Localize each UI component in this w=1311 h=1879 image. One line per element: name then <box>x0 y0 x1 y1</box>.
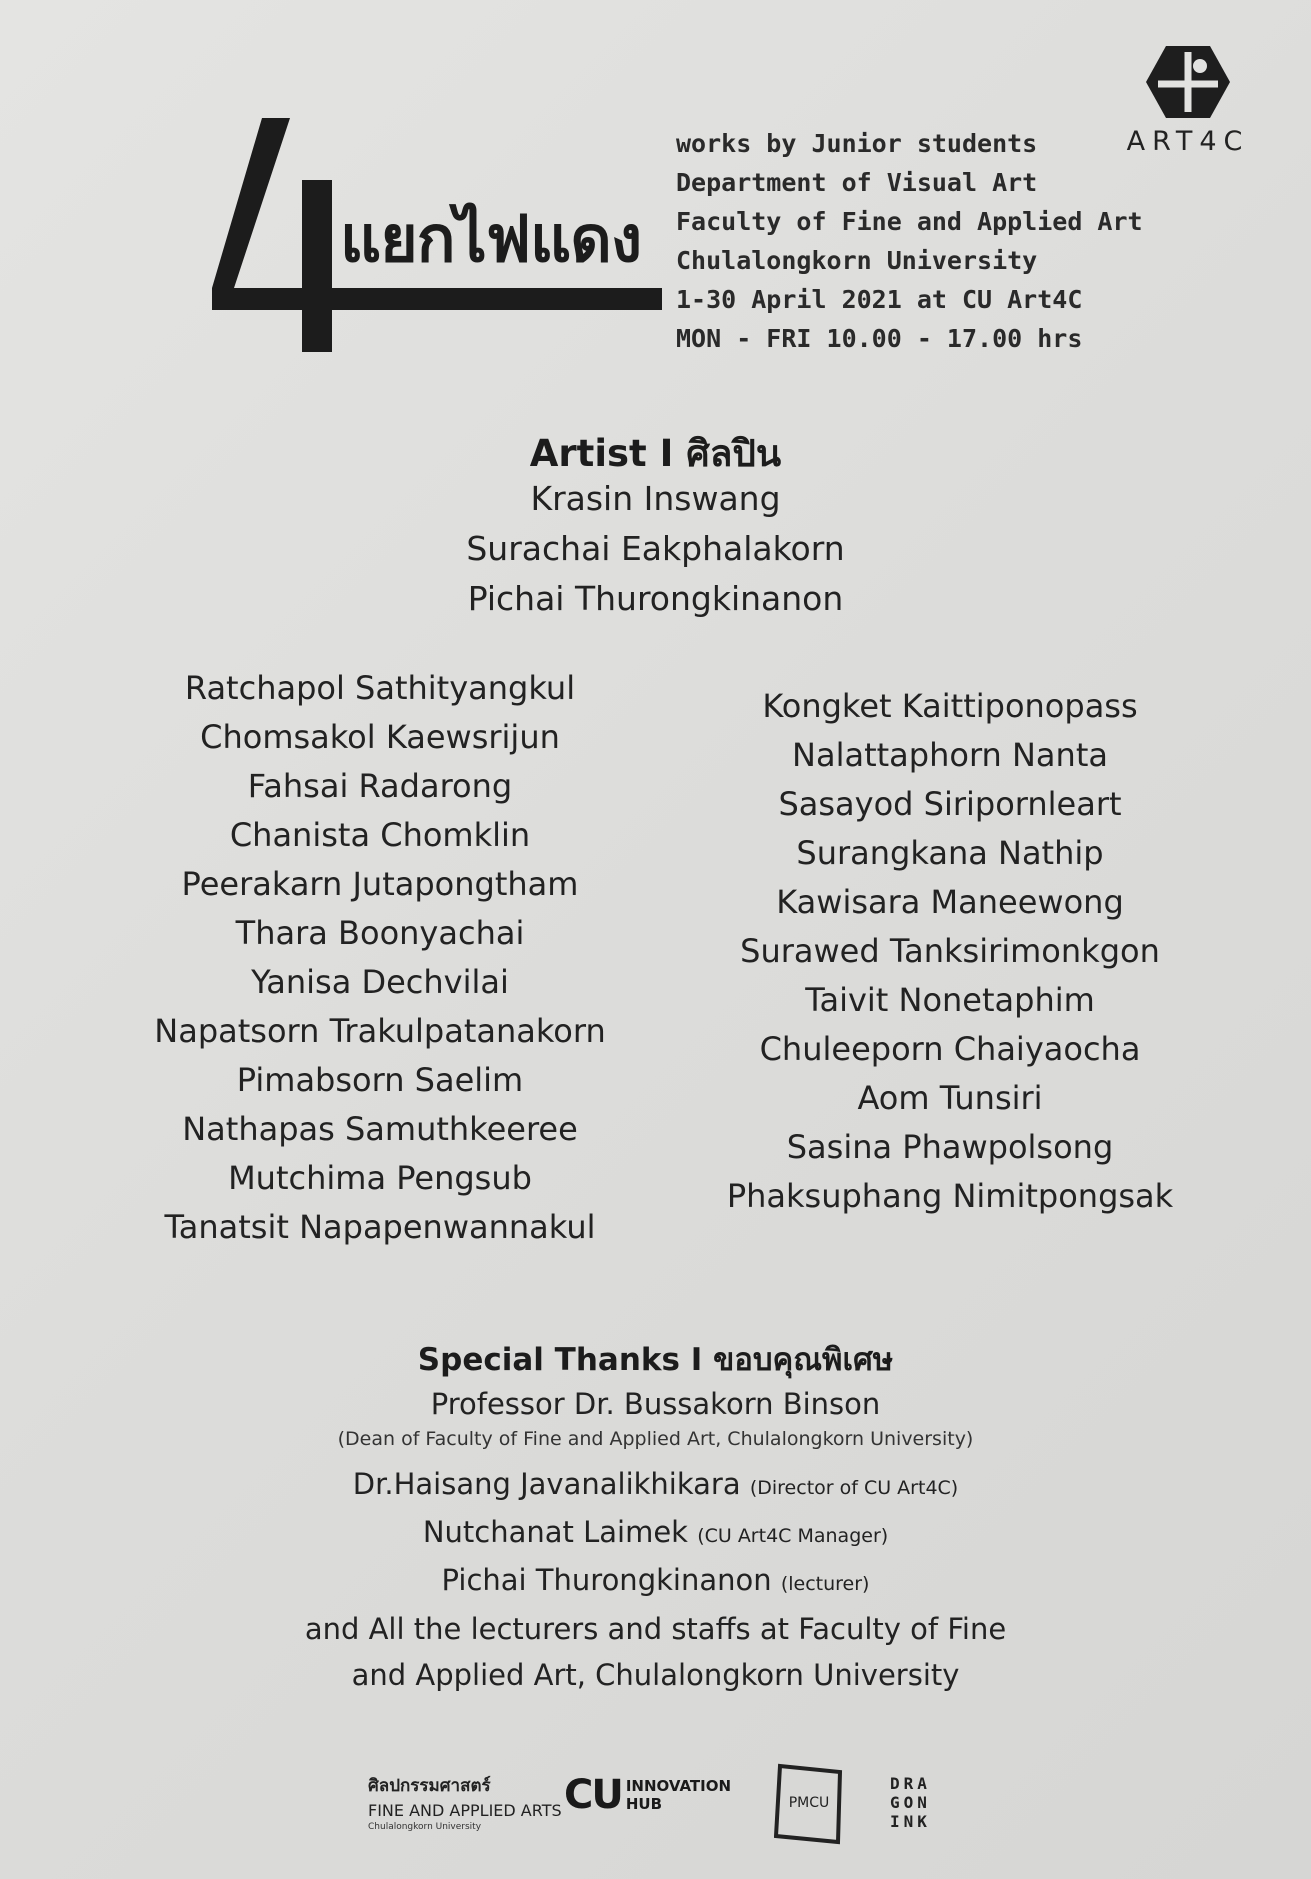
thanks-person-role: (Director of CU Art4C) <box>749 1477 959 1499</box>
thanks-closing: and All the lecturers and staffs at Faculty of Fine <box>304 1612 1007 1646</box>
title-thai: แยกไฟแดง <box>340 203 642 277</box>
info-line: 1-30 April 2021 at CU Art4C <box>676 285 1083 314</box>
artist-heading: Artist I ศิลปิน <box>529 432 782 475</box>
artist-name: Pimabsorn Saelim <box>236 1061 524 1099</box>
artist-name: Mutchima Pengsub <box>228 1159 532 1197</box>
fine-applied-arts-logo <box>368 1772 562 1832</box>
cu-hub-line: HUB <box>625 1795 663 1813</box>
faa-uni-text: Chulalongkorn University <box>368 1822 482 1832</box>
artist-name: Kongket Kaittiponopass <box>762 687 1138 725</box>
thanks-person-name: Pichai Thurongkinanon <box>441 1563 772 1597</box>
cu-innovation-hub-logo <box>564 1772 731 1818</box>
sponsor-logos <box>0 1762 1311 1862</box>
dragon-ink-logo <box>890 1774 931 1831</box>
lead-artists <box>0 474 1311 624</box>
lead-artist-name: Surachai Eakphalakorn <box>466 529 845 568</box>
artist-name: Surawed Tanksirimonkgon <box>740 932 1160 970</box>
lead-artist-name: Krasin Inswang <box>530 479 781 518</box>
thanks-heading: Special Thanks I ขอบคุณพิเศษ <box>417 1342 894 1378</box>
thanks-person-role: (Dean of Faculty of Fine and Applied Art, Chulalongkorn University) <box>337 1428 974 1450</box>
cu-hub-line: INNOVATION <box>625 1777 732 1795</box>
thanks-person-role: (lecturer) <box>780 1573 870 1595</box>
thanks-person <box>0 1510 1311 1558</box>
artist-name: Peerakarn Jutapongtham <box>181 865 579 903</box>
cu-text: CU <box>564 1772 622 1818</box>
faa-thai-text: ศิลปกรรมศาสตร์ <box>368 1776 491 1796</box>
thanks-person-role: (CU Art4C Manager) <box>697 1525 889 1547</box>
artist-name: Tanatsit Napapenwannakul <box>164 1208 596 1246</box>
faa-eng-text: FINE AND APPLIED ARTS <box>368 1801 562 1820</box>
artist-name: Thara Boonyachai <box>235 914 525 952</box>
artist-list-right <box>710 682 1190 1221</box>
pmcu-logo <box>774 1762 846 1850</box>
artist-name: Taivit Nonetaphim <box>805 981 1095 1019</box>
thanks-person <box>0 1382 1311 1426</box>
dragon-ink-line: INK <box>890 1812 931 1831</box>
artist-name: Ratchapol Sathityangkul <box>184 669 576 707</box>
artist-name: Kawisara Maneewong <box>776 883 1124 921</box>
dragon-ink-line: GON <box>890 1793 931 1812</box>
thanks-person <box>0 1462 1311 1510</box>
lead-artist-name: Pichai Thurongkinanon <box>467 579 844 618</box>
artist-name: Napatsorn Trakulpatanakorn <box>154 1012 606 1050</box>
artist-name: Surangkana Nathip <box>796 834 1104 872</box>
thanks-person-name: Professor Dr. Bussakorn Binson <box>430 1387 881 1421</box>
dragon-ink-line: DRA <box>890 1774 931 1793</box>
info-line: Department of Visual Art <box>676 168 1038 197</box>
artist-name: Sasayod Siripornleart <box>778 785 1122 823</box>
info-line: Faculty of Fine and Applied Art <box>676 207 1143 236</box>
artist-name: Aom Tunsiri <box>857 1079 1043 1117</box>
art4c-logo-text: ART4C <box>1126 126 1250 157</box>
thanks-list <box>0 1382 1311 1698</box>
artist-name: Sasina Phawpolsong <box>786 1128 1114 1166</box>
artist-name: Chanista Chomklin <box>229 816 531 854</box>
cu-hub-text <box>626 1777 731 1813</box>
pmcu-text: PMCU <box>788 1795 830 1811</box>
info-line: Chulalongkorn University <box>676 246 1038 275</box>
art4c-hexagon-logo-icon <box>1144 44 1232 120</box>
artist-name: Nalattaphorn Nanta <box>792 736 1108 774</box>
exhibition-info <box>676 124 1143 358</box>
artist-name: Yanisa Dechvilai <box>251 963 509 1001</box>
thanks-person-name: Nutchanat Laimek <box>422 1515 688 1549</box>
artist-name: Fahsai Radarong <box>247 767 513 805</box>
artist-name: Nathapas Samuthkeeree <box>182 1110 578 1148</box>
artist-name: Phaksuphang Nimitpongsak <box>726 1177 1174 1215</box>
thanks-person <box>0 1558 1311 1606</box>
artist-list-left <box>140 664 620 1252</box>
thanks-closing: and Applied Art, Chulalongkorn University <box>351 1658 960 1692</box>
artist-name: Chuleeporn Chaiyaocha <box>759 1030 1141 1068</box>
info-line: MON - FRI 10.00 - 17.00 hrs <box>676 324 1083 353</box>
info-line: works by Junior students <box>676 129 1038 158</box>
artist-name: Chomsakol Kaewsrijun <box>200 718 560 756</box>
thanks-person-name: Dr.Haisang Javanalikhikara <box>352 1467 741 1501</box>
